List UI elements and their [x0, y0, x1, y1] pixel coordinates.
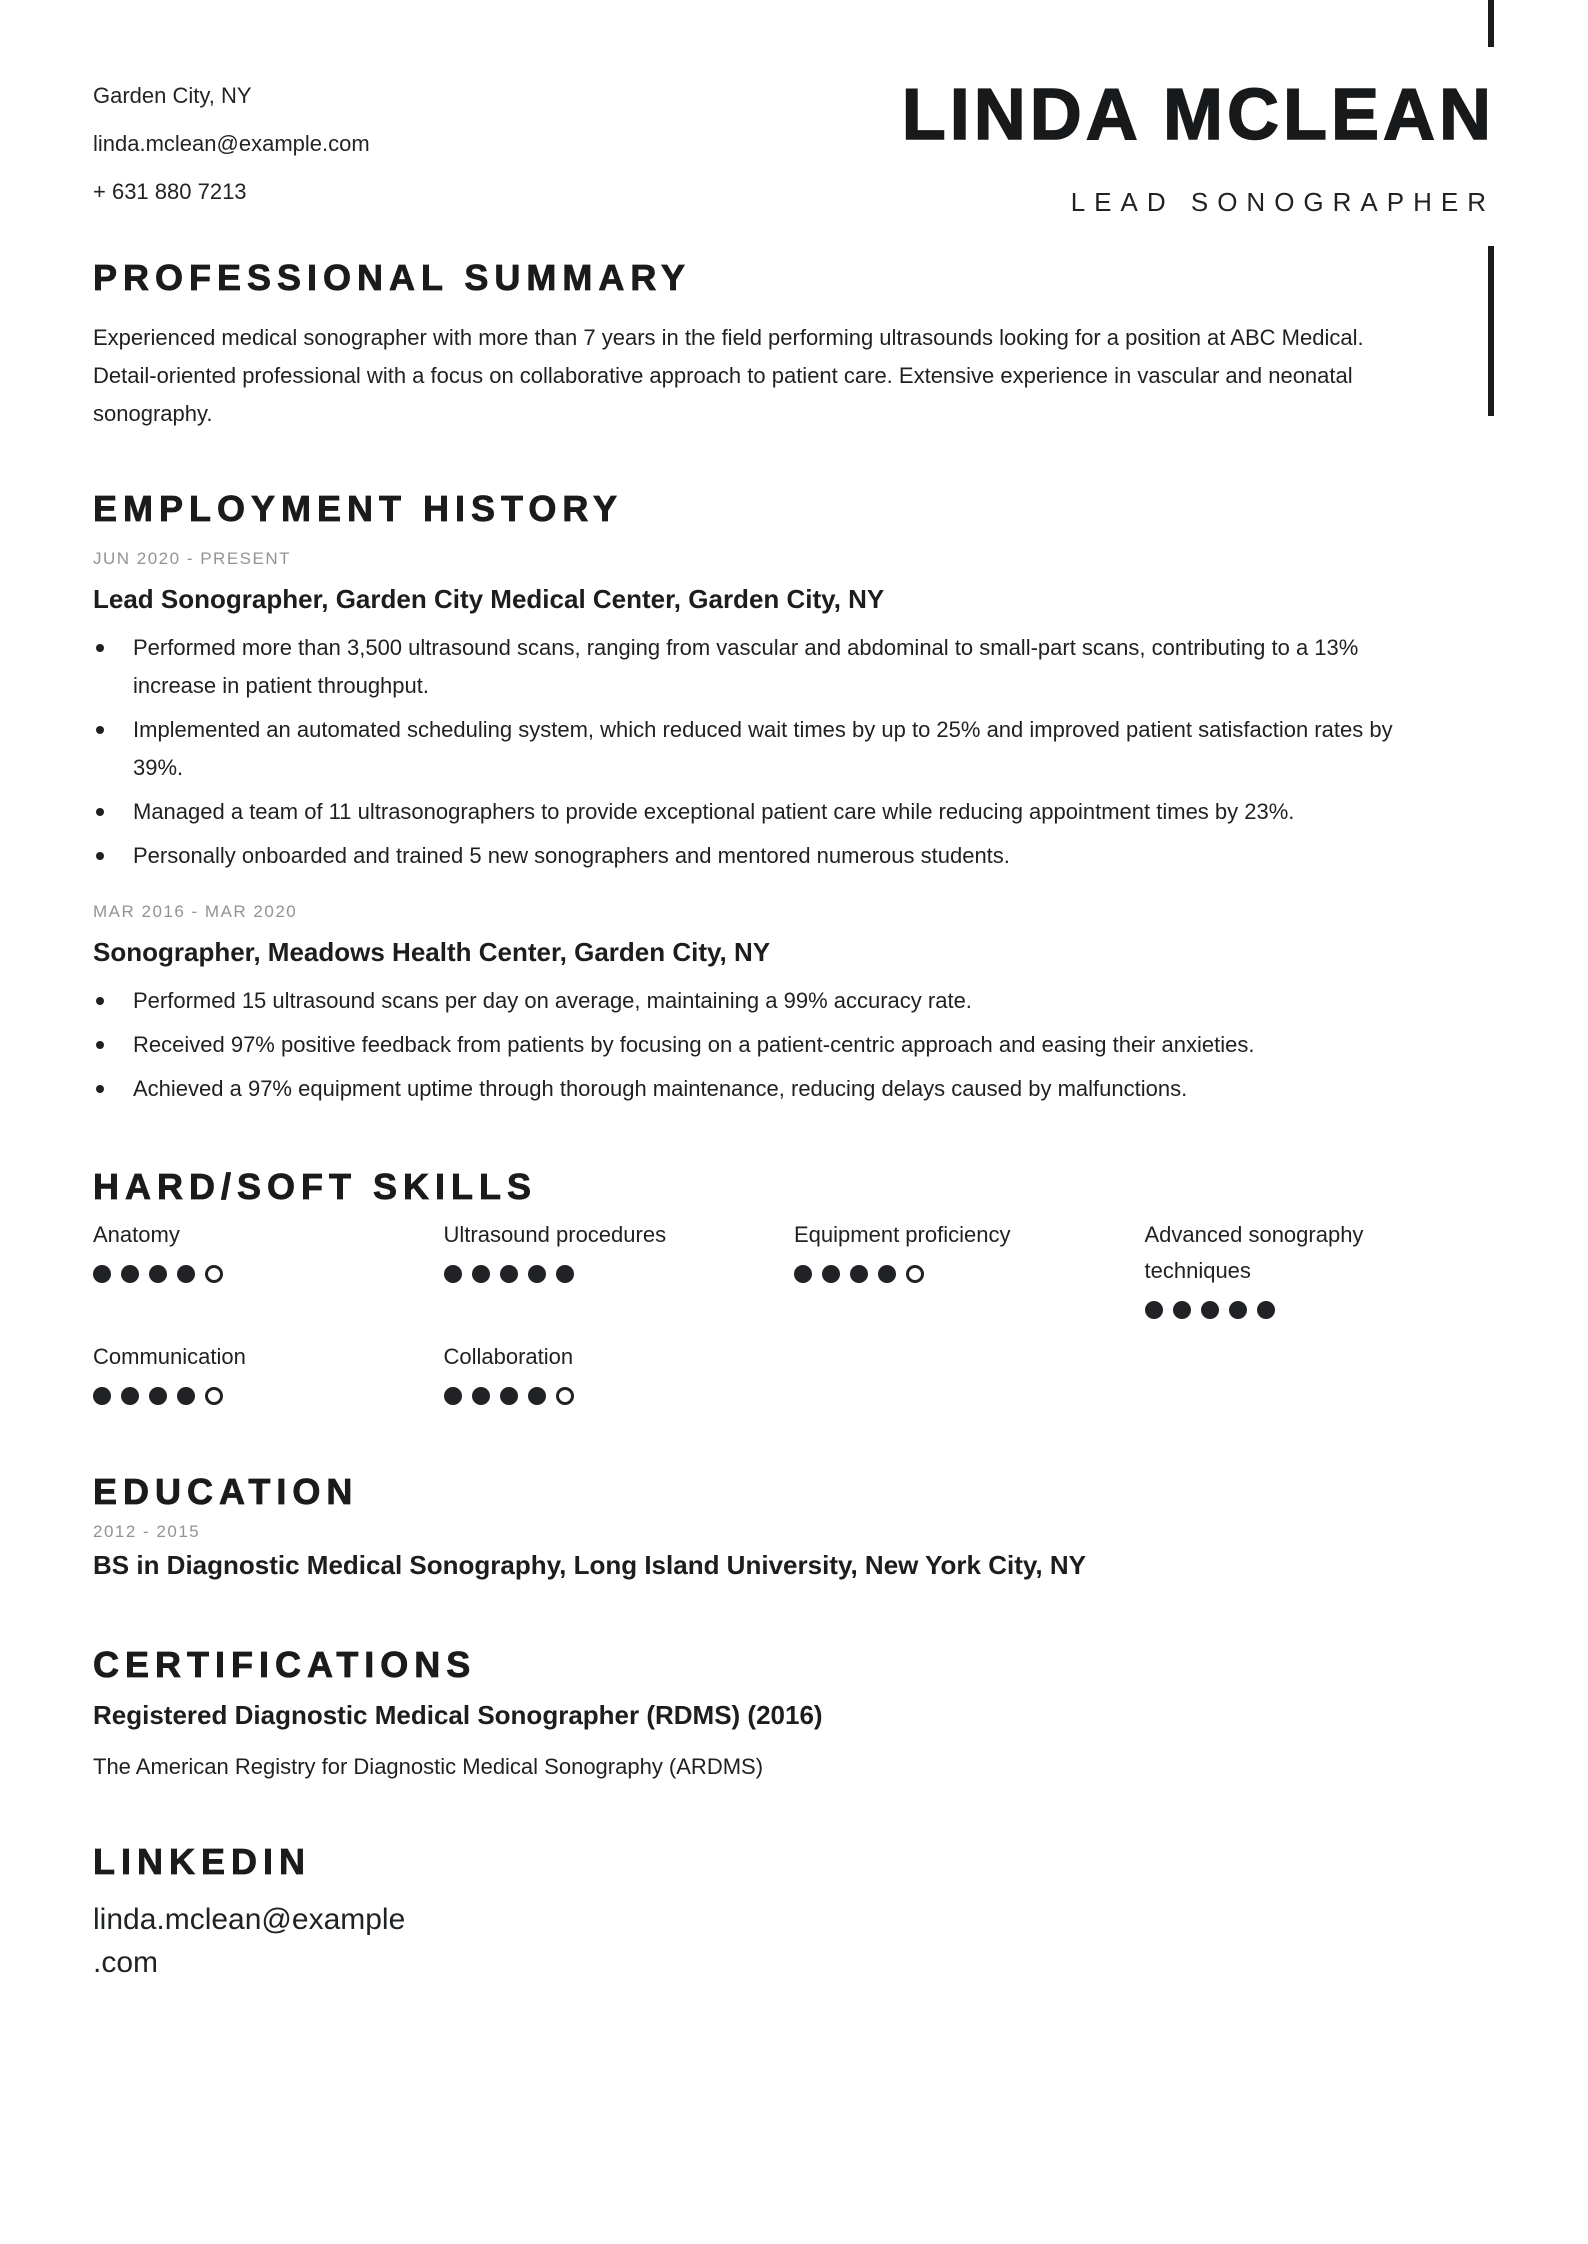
job-entry	[93, 547, 1495, 875]
skill-dot-filled	[528, 1265, 546, 1283]
section-linkedin	[93, 1840, 1495, 1984]
skill-dot-empty	[205, 1265, 223, 1283]
job-bullet-list	[93, 629, 1495, 875]
skill-dot-filled	[121, 1387, 139, 1405]
job-dates: MAR 2016 - MAR 2020	[93, 902, 298, 921]
job-dates: JUN 2020 - PRESENT	[93, 549, 291, 568]
skill-dot-filled	[1145, 1301, 1163, 1319]
skill-dot-filled	[472, 1265, 490, 1283]
job-bullet: Managed a team of 11 ultrasonographers to provide exceptional patient care while reducing appointment times by 23%.	[93, 793, 1418, 831]
skill-dot-empty	[556, 1387, 574, 1405]
skill-label: Equipment proficiency	[794, 1222, 1011, 1247]
summary-text: Experienced medical sonographer with more than 7 years in the field performing ultrasounds looking for a position at ABC Medical. Detail-oriented professional with a focus on collaborative approach to patient care. Extensive experience in vascular and neonatal sonography.	[93, 325, 1364, 426]
job-bullet: Performed more than 3,500 ultrasound scans, ranging from vascular and abdominal to small-part scans, contributing to a 13% increase in patient throughput.	[93, 629, 1418, 705]
skill-item	[794, 1217, 1145, 1319]
skill-rating	[444, 1387, 795, 1405]
certification-issuer: The American Registry for Diagnostic Medical Sonography (ARDMS)	[93, 1754, 764, 1779]
certifications-heading: CERTIFICATIONS	[93, 1644, 477, 1685]
skill-dot-filled	[93, 1265, 111, 1283]
skill-item	[444, 1217, 795, 1319]
skill-label: Communication	[93, 1344, 246, 1369]
skill-dot-filled	[500, 1387, 518, 1405]
job-bullet: Achieved a 97% equipment uptime through thorough maintenance, reducing delays caused by malfunctions.	[93, 1070, 1418, 1108]
job-bullet: Implemented an automated scheduling system, which reduced wait times by up to 25% and improved patient satisfaction rates by 39%.	[93, 711, 1418, 787]
skill-dot-filled	[500, 1265, 518, 1283]
section-employment-history	[93, 487, 1495, 1108]
skill-dot-filled	[93, 1387, 111, 1405]
skill-rating	[1145, 1301, 1496, 1319]
summary-heading: PROFESSIONAL SUMMARY	[93, 257, 692, 298]
candidate-name: LINDA MCLEAN	[901, 75, 1495, 155]
skill-label: Advanced sonography techniques	[1144, 1222, 1364, 1283]
skill-rating	[444, 1265, 795, 1283]
contact-email[interactable]: linda.mclean@example.com	[93, 131, 370, 156]
linkedin-value-line[interactable]: .com	[93, 1946, 159, 1979]
skill-dot-filled	[528, 1387, 546, 1405]
skill-dot-empty	[906, 1265, 924, 1283]
skill-dot-filled	[1201, 1301, 1219, 1319]
skill-rating	[93, 1265, 444, 1283]
skill-item	[93, 1339, 444, 1405]
job-title: Sonographer, Meadows Health Center, Garden City, NY	[93, 937, 771, 967]
skill-dot-filled	[794, 1265, 812, 1283]
skill-dot-filled	[177, 1387, 195, 1405]
skill-dot-filled	[822, 1265, 840, 1283]
skill-item	[1145, 1217, 1496, 1319]
skill-dot-filled	[1173, 1301, 1191, 1319]
job-bullet: Received 97% positive feedback from patients by focusing on a patient-centric approach and easing their anxieties.	[93, 1026, 1418, 1064]
skill-dot-filled	[1257, 1301, 1275, 1319]
education-degree: BS in Diagnostic Medical Sonography, Long Island University, New York City, NY	[93, 1550, 1086, 1580]
section-education	[93, 1470, 1495, 1582]
skill-dot-filled	[556, 1265, 574, 1283]
vertical-rule-top	[1488, 0, 1494, 47]
skill-dot-empty	[205, 1387, 223, 1405]
job-bullet: Personally onboarded and trained 5 new sonographers and mentored numerous students.	[93, 837, 1418, 875]
linkedin-value-line[interactable]: linda.mclean@example	[93, 1903, 406, 1936]
job-title: Lead Sonographer, Garden City Medical Center, Garden City, NY	[93, 584, 885, 614]
section-skills	[93, 1165, 1495, 1405]
skills-heading: HARD/SOFT SKILLS	[93, 1166, 537, 1207]
section-certifications	[93, 1643, 1495, 1786]
skill-dot-filled	[472, 1387, 490, 1405]
header	[93, 72, 1495, 220]
job-bullet-list	[93, 982, 1495, 1108]
education-heading: EDUCATION	[93, 1471, 359, 1512]
candidate-job-title: LEAD SONOGRAPHER	[1070, 187, 1495, 217]
job-bullet: Performed 15 ultrasound scans per day on average, maintaining a 99% accuracy rate.	[93, 982, 1418, 1020]
skill-dot-filled	[444, 1265, 462, 1283]
contact-location: Garden City, NY	[93, 83, 252, 108]
contact-phone: + 631 880 7213	[93, 179, 247, 204]
skill-item	[444, 1339, 795, 1405]
linkedin-heading: LINKEDIN	[93, 1841, 311, 1882]
certification-title: Registered Diagnostic Medical Sonographer (RDMS) (2016)	[93, 1700, 823, 1730]
skill-dot-filled	[444, 1387, 462, 1405]
skill-item	[93, 1217, 444, 1319]
skill-label: Ultrasound procedures	[443, 1222, 667, 1247]
skill-dot-filled	[149, 1265, 167, 1283]
skill-dot-filled	[149, 1387, 167, 1405]
skill-dot-filled	[850, 1265, 868, 1283]
contact-block	[93, 72, 370, 216]
skill-rating	[794, 1265, 1145, 1283]
skill-label: Anatomy	[93, 1222, 180, 1247]
identity-block	[902, 72, 1495, 220]
job-entry	[93, 900, 1495, 1108]
skill-dot-filled	[878, 1265, 896, 1283]
skill-dot-filled	[1229, 1301, 1247, 1319]
skill-label: Collaboration	[443, 1344, 574, 1369]
vertical-rule-summary	[1488, 246, 1494, 416]
skills-grid	[93, 1217, 1495, 1405]
skill-rating	[93, 1387, 444, 1405]
employment-heading: EMPLOYMENT HISTORY	[93, 488, 624, 529]
education-dates: 2012 - 2015	[93, 1522, 201, 1541]
skill-dot-filled	[121, 1265, 139, 1283]
section-professional-summary	[93, 256, 1495, 433]
skill-dot-filled	[177, 1265, 195, 1283]
